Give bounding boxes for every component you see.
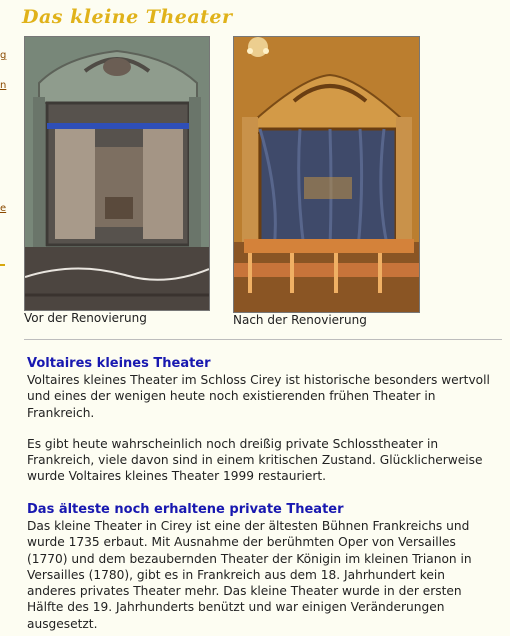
sidebar-link-3[interactable]: e bbox=[0, 203, 7, 214]
sidebar-link-2[interactable]: n bbox=[0, 80, 7, 91]
sidebar-marker bbox=[0, 256, 5, 266]
section-paragraph: Das kleine Theater in Cirey ist eine der ältesten Bühnen Frankreichs und wurde 1735 erbaut. Mit Ausnahme der berühmten Oper von Versailles (1770) und dem bezaubernden Theater der Königin im kleinen Trianon in Versailles (1780), gibt es in Frankreich aus dem 18. Jahrhundert kein anderes privates Theater mehr. Das kleine Theater wurde in der ersten Hälfte des 19. Jahrhunderts benützt und war einigen Veränderungen ausgesetzt. bbox=[27, 519, 472, 631]
caption-after: Nach der Renovierung bbox=[233, 313, 367, 327]
photo-before-renovation bbox=[24, 36, 210, 311]
section-paragraph: Voltaires kleines Theater im Schloss Cirey ist historische besonders wertvoll und eines der wenigen heute noch existierenden frühen Theater in Frankreich. bbox=[27, 373, 490, 420]
section-voltaire-theater bbox=[27, 356, 497, 485]
section-oldest-theater bbox=[27, 502, 497, 632]
theater-after-image bbox=[234, 37, 419, 312]
theater-before-image bbox=[25, 37, 209, 310]
section-paragraph: Es gibt heute wahrscheinlich noch dreißig private Schlosstheater in Frankreich, viele davon sind in einem kritischen Zustand. Glücklicherweise wurde Voltaires kleines Theater 1999 restauriert. bbox=[27, 436, 483, 484]
sidebar-link-1[interactable]: g bbox=[0, 50, 7, 61]
page-title: Das kleine Theater bbox=[22, 6, 233, 28]
photo-after-renovation bbox=[233, 36, 420, 313]
section-heading: Das älteste noch erhaltene private Theater bbox=[27, 502, 344, 517]
divider bbox=[24, 339, 502, 340]
section-heading: Voltaires kleines Theater bbox=[27, 356, 211, 371]
caption-before: Vor der Renovierung bbox=[24, 311, 147, 325]
